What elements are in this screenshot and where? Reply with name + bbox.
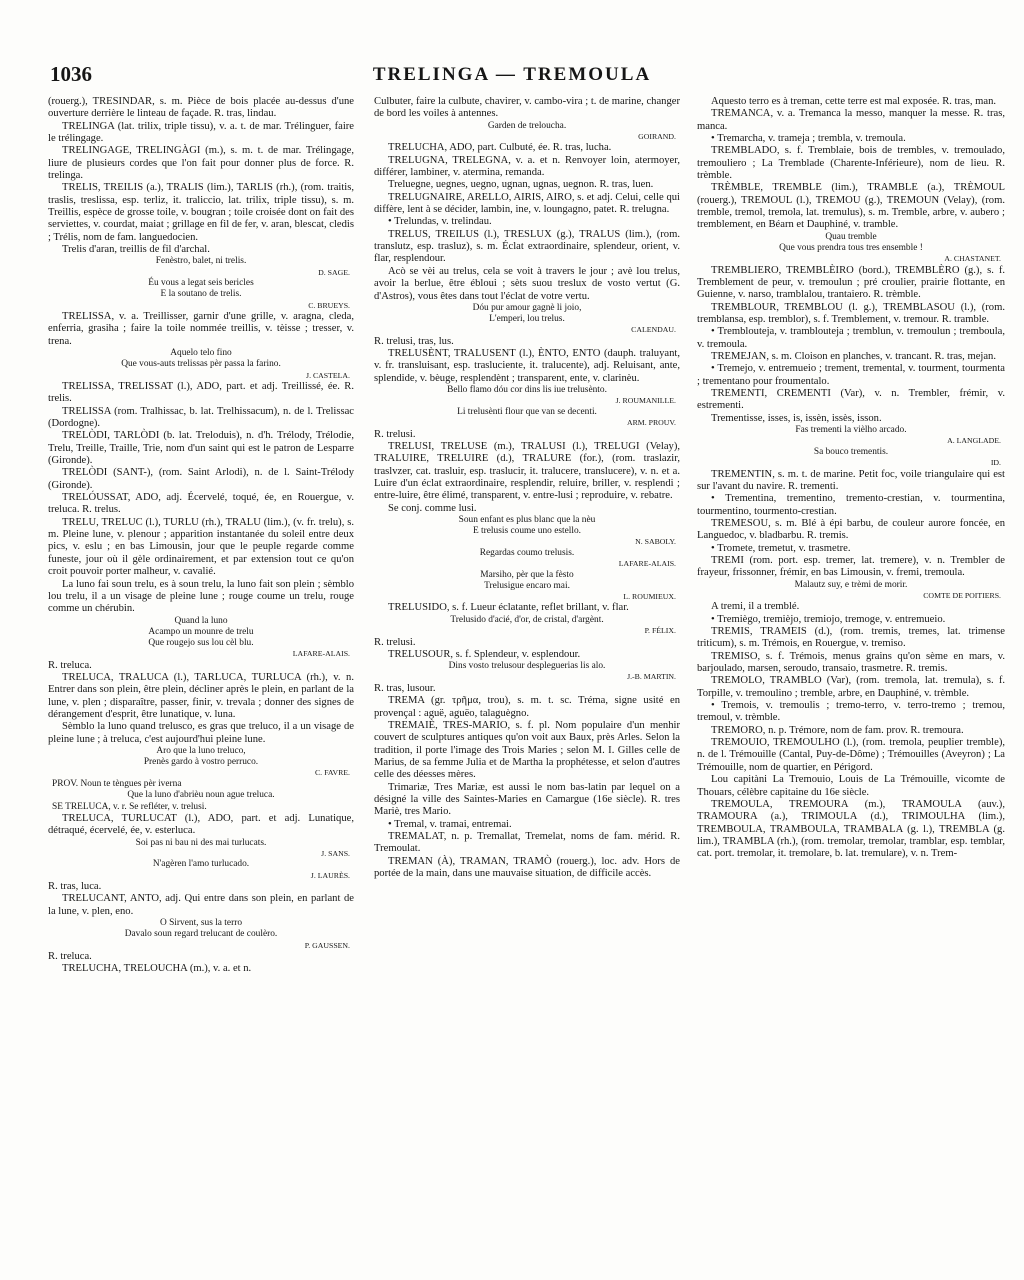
entry-paragraph: R. tras, lusour.	[374, 682, 436, 694]
entry-paragraph: TRELISSA (rom. Tralhissac, b. lat. Trelhissacum), n. de l. Trelissac (Dordogne).	[48, 405, 354, 430]
citation-line: Trelusigue encaro mai.	[484, 580, 570, 591]
citation-author: J.-B. MARTIN.	[627, 672, 676, 682]
entry-paragraph: TREMIS, TRAMEIS (d.), (rom. tremis, tremes, lat. trimense triticum), s. m. Trémois, en Rouergue, v. tremiso.	[697, 626, 1005, 650]
citation-line: Dins vosto trelusour despleguerias lis alo.	[448, 661, 606, 672]
citation-author: A. CHASTANET.	[944, 254, 1001, 264]
entry-paragraph: TRELIS, TREILIS (a.), TRALIS (lim.), TARLIS (rh.), (rom. traitis, traslis, treslissa, esp. terliz, it. traliccio, lat. trilix, triple tissu), s. m. Treillis, espèce de grosse toile, v. bougran ; toile croisée dont on fait des serviettes, v. courdat, maiat ; grillage en fil de fer, v. aran, blescat, cledis ; Trélis, nom de fam. languedocien.	[48, 182, 354, 243]
entry-paragraph: A tremi, il a tremblé.	[711, 601, 800, 613]
entry-paragraph: TRELUS, TREILUS (l.), TRESLUX (g.), TRALUS (lim.), (rom. translutz, esp. trasluz), s. m. Éclat extraordinaire, splendeur, orient, v. flar, resplendour.	[374, 228, 680, 265]
citation-author: J. LAURÈS.	[310, 870, 350, 880]
entry-paragraph: TREMOULA, TREMOURA (m.), TRAMOULA (auv.), TRAMOURA (a.), TRIMOULA (d.), TRIMOULHA (lim.), TREMBOULA, TRAMBOULA, TRAMBALA (g. l.), TREMBLA (g. lim.), TRAMBLA (rh.), (rom. tremolar, tremolar, tramblar, esp. temblar, cat. port. tremolar, it. tremolare, b. lat. tremulare), v. n. Trem-	[697, 798, 1005, 860]
entry-paragraph: TREMORO, n. p. Trémore, nom de fam. prov. R. tremoura.	[711, 724, 964, 736]
entry-paragraph: TREMEJAN, s. m. Cloison en planches, v. trancant. R. tras, mejan.	[711, 351, 997, 363]
citation-line: Que rougejo sus lou cèl blu.	[148, 637, 254, 648]
citation-line: Quau tremble	[825, 231, 877, 242]
citation-line: Soi pas ni bau ni des mai turlucats.	[135, 837, 267, 848]
citation-line: Li trelusènti flour que van se decenti.	[457, 406, 597, 417]
entry-paragraph: • Trementina, trementino, tremento-crestian, v. tourmentina, tourmentino, tourmento-crestian.	[697, 493, 1005, 517]
entry-paragraph: TRELINGA (lat. trilix, triple tissu), v. a. t. de mar. Trélinguer, faire le trélingage.	[48, 120, 354, 145]
citation-author: L. ROUMIEUX.	[623, 591, 676, 601]
entry-paragraph: Acò se vèi au trelus, cela se voit à travers le jour ; avè lou trelus, avoir la berlue, être ébloui ; sèts suou treslux de vosto vertut (G. d'Astros), vous êtes dans tout l'éclat de votre vertu.	[374, 265, 680, 302]
entry-paragraph: TREMAIÈ, TRES-MARIO, s. f. pl. Nom populaire d'un menhir couvert de sculptures antiques qu'on voit aux Baux, près Arles. Selon la tradition, il porte l'image des Trois Maries ; selon M. I. Gilles celle de Marius, de sa femme Julia et de Martha la prophétesse, et selon d'autres celle des déesses mères.	[374, 719, 680, 781]
citation-author: J. CASTELA.	[306, 370, 350, 380]
citation-author: D. SAGE.	[318, 267, 350, 277]
citation-author: P. GAUSSEN.	[304, 940, 350, 950]
entry-paragraph: TREMISO, s. f. Trémois, menus grains qu'on sème en mars, v. barjoulado, marsen, seroudo, transaio, trasmetre. R. tremis.	[697, 650, 1005, 675]
entry-paragraph: R. trelusi, tras, lus.	[374, 335, 454, 347]
entry-paragraph: TREMALAT, n. p. Tremallat, Tremelat, noms de fam. mérid. R. Tremoulat.	[374, 831, 680, 855]
citation-author: J. ROUMANILLE.	[615, 396, 676, 406]
citation-author: CALENDAU.	[631, 325, 676, 335]
page-number: 1036	[50, 62, 92, 86]
citation-author: C. FAVRE.	[314, 768, 350, 778]
entry-paragraph: TREMENTI, CREMENTI (Var), v. n. Trembler, frémir, v. estrementi.	[697, 388, 1005, 412]
entry-paragraph: Culbuter, faire la culbute, chavirer, v. cambo-vira ; t. de marine, changer de bord les voiles à antennes.	[374, 96, 680, 120]
citation-line: Fenèstro, balet, ni trelis.	[155, 256, 247, 267]
entry-paragraph: TREMBLOUR, TREMBLOU (l. g.), TREMBLASOU (l.), (rom. tremblansa, esp. tremblor), s. f. Tremblement, v. tremour. R. tramble.	[697, 301, 1005, 326]
entry-paragraph: R. trelusi.	[374, 636, 416, 648]
entry-paragraph: TRÈMBLE, TREMBLE (lim.), TRAMBLE (a.), TRÈMOUL (rouerg.), TREMOUL (l.), TREMOU (g.), TREMOUN (Velay), (rom. tremble, tremol, tremola, lat. tremulus), s. m. Tremble, arbre, v. aubero ; tremblement, en Béarn et Dauphiné, v. tramble.	[697, 182, 1005, 231]
entry-paragraph: Se conj. comme lusi.	[388, 502, 477, 514]
proverb-line: PROV. Noun te tèngues pèr iverna	[52, 778, 182, 789]
citation-line: Prenès gardo à vostro perruco.	[143, 757, 259, 768]
citation-line: N'agèren l'amo turlucado.	[152, 859, 250, 870]
entry-paragraph: • Tremejo, v. entremueio ; trement, tremental, v. tourment, tourmenta ; trementano pour froumentalo.	[697, 363, 1005, 387]
entry-paragraph: Trimariæ, Tres Mariæ, est aussi le nom bas-latin par lequel on a désigné la ville des Saintes-Maries en Camargue (16e siècle). R. tres Mariè, tres Mario.	[374, 781, 680, 818]
entry-paragraph: TRELINGAGE, TRELINGÀGI (m.), s. m. t. de mar. Trélingage, liure de plusieurs cordes que l'on fait pour donner plus de force. R. trelinga.	[48, 145, 354, 182]
entry-paragraph: R. treluca.	[48, 951, 92, 963]
entry-paragraph: TREMOUIO, TREMOULHO (l.), (rom. tremola, peuplier tremble), n. de l. Trémouille (Cantal, Puy-de-Dôme) ; Trémouilles (Aveyron) ; La Trémouille, nom de quartier, en Périgord.	[697, 737, 1005, 773]
entry-paragraph: Treluegne, uegnes, uegno, ugnan, ugnas, uegnon. R. tras, luen.	[388, 179, 654, 191]
entry-paragraph: TREMESOU, s. m. Blé à épi barbu, de couleur aurore foncée, en Languedoc, v. bladbarbu. R. tremis.	[697, 517, 1005, 542]
citation-author: C. BRUEYS.	[308, 300, 350, 310]
citation-line: Dóu pur amour gagnè li joio,	[472, 302, 582, 313]
citation-author: J. SANS.	[321, 848, 350, 858]
entry-paragraph: TRELISSA, TRELISSAT (l.), ADO, part. et adj. Treillissé, ée. R. trelis.	[48, 381, 354, 405]
entry-paragraph: TREMA (gr. τρῆμα, trou), s. m. t. sc. Tréma, signe usité en provençal : aguë, aguëo, talaguègno.	[374, 695, 680, 719]
entry-paragraph: Lou capitàni La Tremouio, Louis de La Trémouille, vicomte de Thouars, célèbre capitaine du 16e siècle.	[697, 774, 1005, 798]
citation-line: Garden de treloucha.	[487, 120, 567, 131]
citation-line: Que vous prendra tous tres ensemble !	[779, 242, 923, 253]
entry-paragraph: Sèmblo la luno quand trelusco, es gras que treluco, il a un visage de pleine lune ; à treluca, c'est aujourd'hui pleine lune.	[48, 721, 354, 745]
citation-line: Acampo un mounre de trelu	[148, 626, 254, 637]
entry-paragraph: TRELUCHA, ADO, part. Culbuté, ée. R. tras, lucha.	[388, 142, 612, 154]
entry-paragraph: Trelis d'aran, treillis de fil d'archal.	[62, 244, 210, 256]
entry-paragraph: TRELUCA, TURLUCAT (l.), ADO, part. et adj. Lunatique, détraqué, écervelé, ée, v. esterluca.	[48, 812, 354, 837]
entry-paragraph: TRELUCHA, TRELOUCHA (m.), v. a. et n.	[62, 963, 252, 975]
entry-paragraph: TRELUSÈNT, TRALUSENT (l.), ÈNTO, ENTO (dauph. traluyant, v. fr. transluisant, esp. trasluciente, it. tralucente), adj. Reluisant, ante, splendide, v. bèuge, resplendènt ; transparent, ente, v. clarinèu.	[374, 348, 680, 384]
entry-paragraph: TRELÓUSSAT, ADO, adj. Écervelé, toqué, ée, en Rouergue, v. treluca. R. trelus.	[48, 492, 354, 516]
entry-paragraph: TRELUSOUR, s. f. Splendeur, v. esplendour.	[388, 648, 581, 660]
entry-paragraph: TRELISSA, v. a. Treillisser, garnir d'une grille, v. aragna, cleda, enferria, grasiha ; faire la toile nommée treillis, v. tèisse ; tresser, v. trena.	[48, 311, 354, 347]
entry-paragraph: • Tromete, tremetut, v. trasmetre.	[711, 542, 851, 554]
entry-paragraph: TREMENTIN, s. m. t. de marine. Petit foc, voile triangulaire qui est sur l'avant du navire. R. trementi.	[697, 468, 1005, 492]
citation-line: Malautz suy, e trèmi de morir.	[794, 579, 908, 590]
citation-line: Fas trementi la vièlho arcado.	[795, 425, 907, 436]
entry-paragraph: TRELU, TRELUC (l.), TURLU (rh.), TRALU (lim.), (v. fr. trelu), s. m. Pleine lune, v. plenour ; apparition instantanée du soleil entre deux pics, v. eslu ; en bas Limousin, jour que le peuple regarde comme funeste, jour où il gèle ordinairement, et par extension tout ce qu'on croit pouvoir porter malheur, v. cavalié.	[48, 516, 354, 578]
citation-author: LAFARE-ALAIS.	[618, 559, 676, 569]
entry-paragraph: • Tremal, v. tramai, entremai.	[388, 818, 512, 830]
entry-paragraph: TREMAN (À), TRAMAN, TRAMÒ (rouerg.), loc. adv. Hors de portée de la main, dans une mauvaise situation, de difficile accès.	[374, 855, 680, 880]
citation-author: A. LANGLADE.	[947, 436, 1001, 446]
citation-line: Aquelo telo fino	[170, 348, 232, 359]
citation-author: COMTE DE POITIERS.	[923, 590, 1001, 600]
citation-line: Sa bouco trementis.	[813, 446, 889, 457]
running-title: TRELINGA — TREMOULA	[372, 64, 652, 85]
entry-paragraph: TRELUSIDO, s. f. Lueur éclatante, reflet brillant, v. flar.	[388, 602, 629, 614]
entry-paragraph: (rouerg.), TRESINDAR, s. m. Pièce de bois placée au-dessus d'une ouverture derrière le linteau de façade. R. tras, lindau.	[48, 96, 354, 120]
entry-paragraph: TRELÒDI (SANT-), (rom. Saint Arlodi), n. de l. Saint-Trélody (Gironde).	[48, 467, 354, 491]
citation-author: ID.	[990, 458, 1001, 468]
citation-line: O Sirvent, sus la terro	[159, 918, 243, 929]
entry-paragraph: • Tremiègo, tremièjo, tremiojo, tremoge, v. entremueio.	[711, 613, 946, 625]
entry-paragraph: TRELUSI, TRELUSE (m.), TRALUSI (l.), TRELUGI (Velay), TRALUIRE, TRELUIRE (d.), TRALURE (for.), (rom. traslazir, traslvzer, cat. trasluir, esp. traslucir, it. tralucere, translucere), v. n. et a. Luire d'un éclat extraordinaire, resplendir, reluire, briller, v. resplendi ; entre-luire, être élimé, transparent, v. entre-lusi ; reproduire, v. rebatre.	[374, 440, 680, 502]
column-left	[48, 96, 354, 976]
citation-author: ARM. PROUV.	[626, 418, 676, 428]
citation-line: Soun enfant es plus blanc que la nèu	[458, 514, 596, 525]
citation-author: N. SABOLY.	[635, 537, 676, 547]
entry-paragraph: • Tremarcha, v. trameja ; trembla, v. tremoula.	[711, 133, 906, 145]
proverb-line: SE TRELUCA, v. r. Se refléter, v. trelusi.	[52, 801, 207, 812]
citation-line: Davalo soun regard trelucant de coulèro.	[124, 929, 278, 940]
entry-paragraph: R. trelusi.	[374, 428, 416, 440]
entry-paragraph: • Tremois, v. tremoulis ; tremo-terro, v. terro-tremo ; tremou, tremoul, v. trèmble.	[697, 700, 1005, 724]
citation-line: Que la luno d'abrièu noun ague treluca.	[127, 790, 275, 801]
citation-line: L'emperi, lou trelus.	[489, 314, 565, 325]
column-right	[697, 96, 1005, 861]
entry-paragraph: R. tras, luca.	[48, 881, 102, 893]
entry-paragraph: TRELÒDI, TARLÒDI (b. lat. Treloduis), n. d'h. Trélody, Trélodie, Trelu, Treille, Traille, Trie, nom d'un saint qui est le patron de Lesparre (Gironde).	[48, 430, 354, 467]
citation-line: Éu vous a legat seis bericles	[148, 278, 254, 289]
entry-paragraph: TREMOLO, TRAMBLO (Var), (rom. tremola, lat. tremula), s. f. Torpille, v. tremoulino ; tremble, arbre, en Dauphiné, v. trèmble.	[697, 675, 1005, 699]
entry-paragraph: TRELUGNAIRE, ARELLO, AIRIS, AIRO, s. et adj. Celui, celle qui diffère, lent à se décider, lambin, ine, v. loungagno, patet. R. trelugna.	[374, 191, 680, 216]
entry-paragraph: Aquesto terro es à treman, cette terre est mal exposée. R. tras, man.	[711, 96, 997, 107]
entry-paragraph: Trementisse, isses, is, issèn, issès, isson.	[711, 412, 882, 424]
page-header	[0, 62, 1024, 92]
citation-author: GOIRAND.	[638, 131, 676, 141]
column-middle	[374, 96, 680, 880]
entry-paragraph: • Tremblouteja, v. tramblouteja ; tremblun, v. tremoulun ; tremboula, v. tremoula.	[697, 326, 1005, 350]
entry-paragraph: TRELUCANT, ANTO, adj. Qui entre dans son plein, en parlant de la lune, v. plen, eno.	[48, 893, 354, 917]
entry-paragraph: TREMBLADO, s. f. Tremblaie, bois de trembles, v. tremoulado, tremouliero ; La Tremblade (Charente-Inférieure), nom de lieu. R. trèmble.	[697, 145, 1005, 182]
entry-paragraph: TREMI (rom. port. esp. tremer, lat. tremere), v. n. Trembler de frayeur, frissonner, frémir, en bas Limousin, v. fremi, tremoula.	[697, 554, 1005, 579]
entry-paragraph: TRELUGNA, TRELEGNA, v. a. et n. Renvoyer loin, atermoyer, différer, lambiner, v. atermina, remanda.	[374, 154, 680, 179]
entry-paragraph: La luno fai soun trelu, es à soun trelu, la luno fait son plein ; sèmblo lou trelu, il a un visage de pleine lune ; rouge coume un trelu, rouge comme un chérubin.	[48, 578, 354, 615]
entry-paragraph: TREMANCA, v. a. Tremanca la messo, manquer la messe. R. tras, manca.	[697, 108, 1005, 132]
citation-line: Marsiho, pèr que la fèsto	[480, 569, 574, 580]
citation-line: Trelusido d'acié, d'or, de cristal, d'argènt.	[450, 614, 604, 625]
citation-line: E trelusis coume uno estello.	[472, 526, 582, 537]
citation-line: Regardas coumo trelusis.	[479, 547, 575, 558]
citation-line: E la soutano de trelis.	[160, 289, 242, 300]
citation-line: Aro que la luno treluco,	[156, 746, 246, 757]
entry-paragraph: • Trelundas, v. trelindau.	[388, 216, 492, 228]
citation-line: Bello flamo dóu cor dins lis iue trelusènto.	[447, 385, 607, 396]
entry-paragraph: R. treluca.	[48, 659, 92, 671]
citation-author: P. FÉLIX.	[644, 626, 676, 636]
entry-paragraph: TREMBLIERO, TREMBLÈIRO (bord.), TREMBLÈRO (g.), s. f. Tremblement de peur, v. tremoulun ; pré croulier, prairie flottante, en Guienne, v. narso, tramblalou, trantaiero. R. trèmble.	[697, 264, 1005, 301]
citation-author: LAFARE-ALAIS.	[292, 649, 350, 659]
citation-line: Quand la luno	[174, 615, 228, 626]
entry-paragraph: TRELUCA, TRALUCA (l.), TARLUCA, TURLUCA (rh.), v. n. Entrer dans son plein, être plein, décliner après le plein, en parlant de la lune, v. plen ; disparaître, passer, finir, v. trevala ; donner des signes de dérangement d'esprit, être lunatique, v. luna.	[48, 672, 354, 721]
citation-line: Que vous-auts trelissas pèr passa la farino.	[121, 359, 281, 370]
